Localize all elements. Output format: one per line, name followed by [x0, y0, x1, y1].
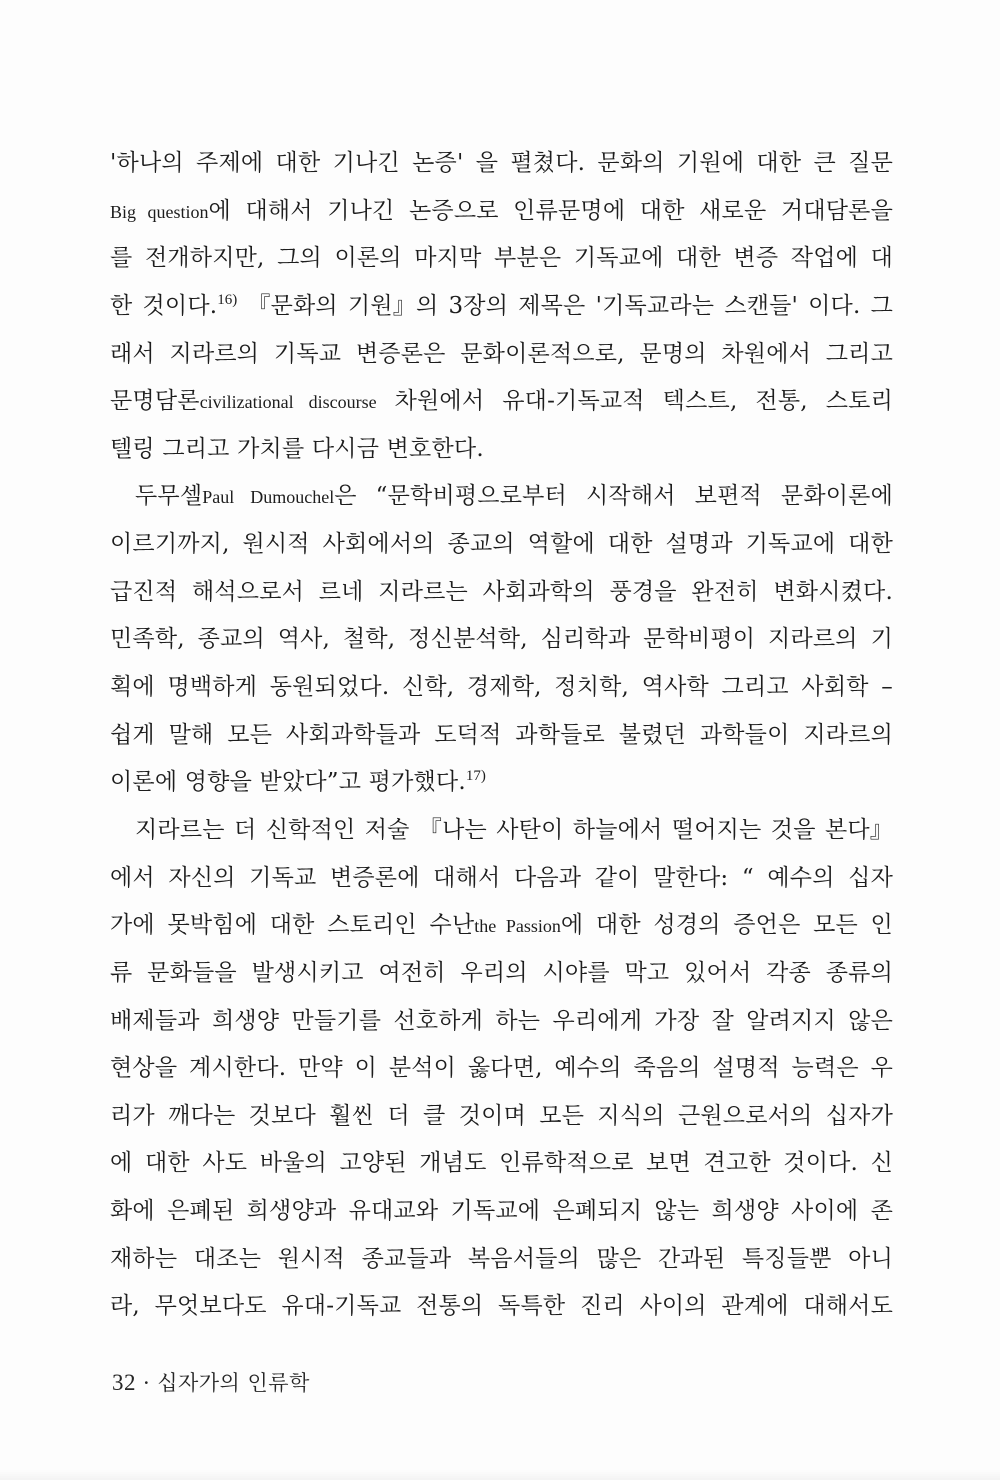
korean-text: 리가 깨다는 것보다 훨씬 더 클 것이며 모든 지식의 근원으로서의 십자가: [110, 1102, 893, 1129]
text-line: [110, 950, 893, 998]
text-line: [110, 807, 893, 855]
korean-text: 한 것이다.: [110, 292, 218, 319]
text-line: [110, 140, 893, 188]
korean-text: 에 대한 사도 바울의 고양된 개념도 인류학적으로 보면 견고한 것이다. 신: [110, 1150, 893, 1177]
korean-text: 텔링 그리고 가치를 다시금 변호한다.: [110, 435, 484, 462]
korean-text: 에서 자신의 기독교 변증론에 대해서 다음과 같이 말한다: “ 예수의 십자: [110, 864, 893, 891]
text-line: [110, 521, 893, 569]
text-line: [110, 664, 893, 712]
text-line: [110, 1188, 893, 1236]
korean-text: 이론에 영향을 받았다”고 평가했다.: [110, 769, 466, 796]
text-line: [110, 235, 893, 283]
korean-text: 급진적 해석으로서 르네 지라르는 사회과학의 풍경을 완전히 변화시켰다.: [110, 578, 893, 605]
korean-text: 차원에서 유대-기독교적 텍스트, 전통, 스토리: [376, 388, 893, 415]
korean-text: 현상을 계시한다. 만약 이 분석이 옳다면, 예수의 죽음의 설명적 능력은 우: [110, 1055, 893, 1082]
text-line: [110, 902, 893, 950]
text-line: [110, 188, 893, 236]
text-block: [110, 140, 893, 1331]
text-line: [110, 331, 893, 379]
text-line: [110, 1045, 893, 1093]
text-line: [110, 759, 893, 807]
text-line: [110, 1283, 893, 1331]
text-line: [110, 855, 893, 903]
footnote-ref: 16): [217, 291, 238, 308]
korean-text: 재하는 대조는 원시적 종교들과 복음서들의 많은 간과된 특징들뿐 아니: [110, 1245, 893, 1272]
text-line: [110, 712, 893, 760]
korean-text: 를 전개하지만, 그의 이론의 마지막 부분은 기독교에 대한 변증 작업에 대: [110, 245, 893, 272]
korean-text: 에 대해서 기나긴 논증으로 인류문명에 대한 새로운 거대담론을: [208, 197, 893, 224]
korean-text: 에 대한 성경의 증언은 모든 인: [560, 912, 893, 939]
text-line: [110, 1236, 893, 1284]
text-line: [110, 378, 893, 426]
scan-edge-shadow: [0, 1470, 1000, 1480]
text-line: [110, 473, 893, 521]
text-line: [110, 283, 893, 331]
korean-text: 배제들과 희생양 만들기를 선호하게 하는 우리에게 가장 잘 알려지지 않은: [110, 1007, 893, 1034]
book-title: 십자가의 인류학: [157, 1371, 310, 1395]
latin-gloss: Big question: [110, 201, 209, 222]
page-number: 32: [112, 1370, 136, 1395]
footnote-ref: 17): [465, 768, 486, 785]
latin-gloss: civilizational discourse: [199, 392, 377, 413]
korean-text: 쉽게 말해 모든 사회과학들과 도덕적 과학들로 불렸던 과학들이 지라르의: [110, 721, 893, 748]
text-line: [110, 1140, 893, 1188]
korean-text: 지라르는 더 신학적인 저술 『나는 사탄이 하늘에서 떨어지는 것을 본다』: [135, 816, 893, 843]
korean-text: 획에 명백하게 동원되었다. 신학, 경제학, 정치학, 역사학 그리고 사회학 –: [110, 674, 893, 701]
text-line: [110, 616, 893, 664]
korean-text: 문명담론: [110, 388, 200, 415]
footer-separator: ·: [143, 1371, 151, 1395]
korean-text: 민족학, 종교의 역사, 철학, 정신분석학, 심리학과 문학비평이 지라르의 기: [110, 626, 893, 653]
korean-text: 이르기까지, 원시적 사회에서의 종교의 역할에 대한 설명과 기독교에 대한: [110, 531, 893, 558]
text-line: [110, 569, 893, 617]
korean-text: 『문화의 기원』의 3장의 제목은 '기독교라는 스캔들' 이다. 그: [237, 292, 893, 319]
korean-text: '하나의 주제에 대한 기나긴 논증' 을 펼쳤다. 문화의 기원에 대한 큰 질문: [110, 150, 893, 176]
text-line: [110, 426, 893, 474]
korean-text: 가에 못박힘에 대한 스토리인 수난: [110, 912, 475, 939]
text-line: [110, 1093, 893, 1141]
korean-text: 래서 지라르의 기독교 변증론은 문화이론적으로, 문명의 차원에서 그리고: [110, 340, 893, 367]
page-footer: [112, 1368, 310, 1398]
korean-text: 두무셀: [135, 483, 203, 510]
latin-gloss: the Passion: [474, 916, 561, 937]
korean-text: 류 문화들을 발생시키고 여전히 우리의 시야를 막고 있어서 각종 종류의: [110, 959, 893, 986]
korean-text: 라, 무엇보다도 유대-기독교 전통의 독특한 진리 사이의 관계에 대해서도: [110, 1293, 893, 1320]
latin-gloss: Paul Dumouchel: [202, 487, 335, 508]
korean-text: 은 “문학비평으로부터 시작해서 보편적 문화이론에: [334, 483, 894, 510]
korean-text: 화에 은폐된 희생양과 유대교와 기독교에 은폐되지 않는 희생양 사이에 존: [110, 1198, 893, 1225]
text-line: [110, 998, 893, 1046]
